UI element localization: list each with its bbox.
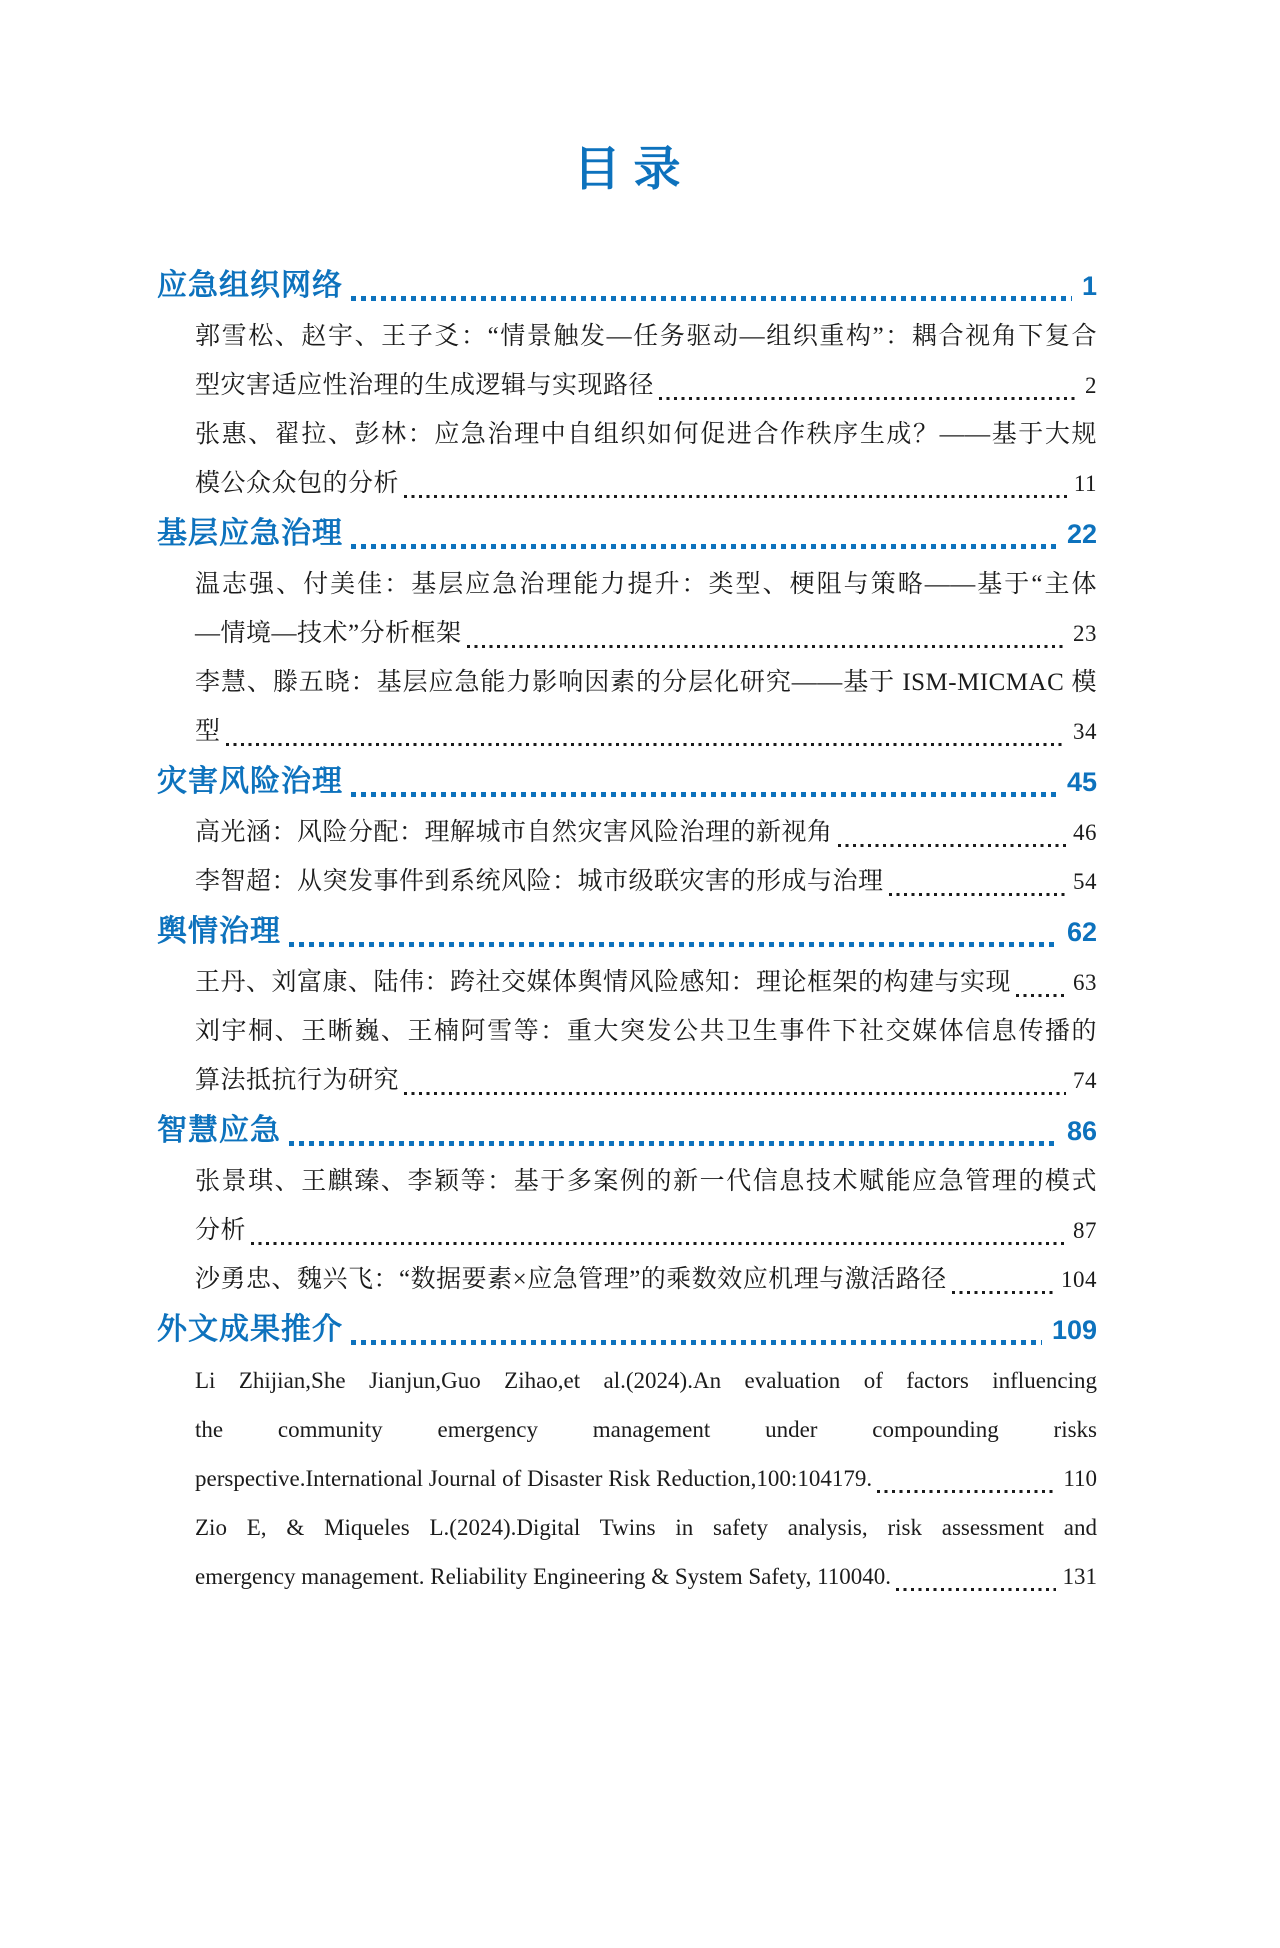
page-number: 23 <box>1073 621 1097 646</box>
page-number: 1 <box>1081 271 1097 301</box>
entry-title: 分析 <box>195 1217 247 1244</box>
toc-entry-row[interactable] <box>157 1454 1097 1503</box>
dot-leader <box>467 645 1066 648</box>
dot-leader <box>1016 994 1066 997</box>
dot-leader <box>952 1291 1054 1294</box>
page-title: 目 录 <box>573 142 681 195</box>
dot-leader <box>351 296 1072 301</box>
dot-leader <box>289 942 1057 947</box>
toc-section-row[interactable] <box>157 260 1097 312</box>
entry-title: perspective.International Journal of Disaster Risk Reduction,100:104179. <box>195 1466 873 1491</box>
dot-leader <box>838 844 1066 847</box>
entry-title: 高光涵：风险分配：理解城市自然灾害风险治理的新视角 <box>195 819 833 846</box>
section-title: 外文成果推介 <box>157 1313 343 1346</box>
toc-entry-line[interactable]: 李慧、滕五晓：基层应急能力影响因素的分层化研究——基于 ISM-MICMAC 模 <box>195 669 1097 696</box>
toc-entry-row[interactable] <box>157 361 1097 410</box>
section-title: 灾害风险治理 <box>157 765 343 798</box>
toc-entry-line[interactable]: 刘宇桐、王晰巍、王楠阿雪等：重大突发公共卫生事件下社交媒体信息传播的 <box>195 1018 1097 1045</box>
dot-leader <box>251 1242 1066 1245</box>
page-number: 45 <box>1066 767 1097 797</box>
dot-leader <box>226 743 1066 746</box>
entry-title: 李智超：从突发事件到系统风险：城市级联灾害的形成与治理 <box>195 868 884 895</box>
toc-section-row[interactable] <box>157 906 1097 958</box>
entry-title: 模公众众包的分析 <box>195 470 400 497</box>
toc-entry-row[interactable] <box>157 1056 1097 1105</box>
toc-entry-line[interactable]: 郭雪松、赵宇、王子爻：“情景触发—任务驱动—组织重构”：耦合视角下复合 <box>195 323 1097 350</box>
toc-entry-line[interactable]: 张景琪、王麒臻、李颖等：基于多案例的新一代信息技术赋能应急管理的模式 <box>195 1168 1097 1195</box>
page-number: 46 <box>1073 820 1097 845</box>
dot-leader <box>351 792 1057 797</box>
page-number: 131 <box>1062 1564 1097 1589</box>
document-page <box>0 138 1280 1641</box>
toc-entry-line[interactable]: the community emergency management under compounding risks <box>195 1417 1097 1442</box>
page-number: 2 <box>1085 373 1097 398</box>
toc-section-row[interactable] <box>157 1105 1097 1157</box>
toc-entry-line[interactable]: 张惠、翟拉、彭林：应急治理中自组织如何促进合作秩序生成？——基于大规 <box>195 421 1097 448</box>
toc-entry-line[interactable]: Zio E, & Miqueles L.(2024).Digital Twins in safety analysis, risk assessment and <box>195 1515 1097 1540</box>
toc-section-row[interactable] <box>157 756 1097 808</box>
page-number: 109 <box>1051 1315 1097 1345</box>
page-number: 22 <box>1066 519 1097 549</box>
toc-entry-row[interactable] <box>157 958 1097 1007</box>
dot-leader <box>659 397 1078 400</box>
toc <box>157 260 1097 1601</box>
page-number: 63 <box>1073 970 1097 995</box>
entry-title: 型 <box>195 718 221 745</box>
toc-entry-row[interactable] <box>157 1255 1097 1304</box>
section-title: 智慧应急 <box>157 1114 281 1147</box>
page-number: 110 <box>1063 1466 1097 1491</box>
toc-entry-row[interactable] <box>157 808 1097 857</box>
toc-entry-line[interactable]: 温志强、付美佳：基层应急治理能力提升：类型、梗阻与策略——基于“主体 <box>195 571 1097 598</box>
entry-title: 算法抵抗行为研究 <box>195 1067 400 1094</box>
page-number: 54 <box>1073 869 1097 894</box>
entry-title: 型灾害适应性治理的生成逻辑与实现路径 <box>195 372 655 399</box>
toc-entry-row[interactable] <box>157 857 1097 906</box>
dot-leader <box>896 1588 1055 1591</box>
page-number: 86 <box>1066 1116 1097 1146</box>
entry-title: emergency management. Reliability Engineering & System Safety, 110040. <box>195 1564 892 1589</box>
page-number: 62 <box>1066 917 1097 947</box>
toc-entry-row[interactable] <box>157 707 1097 756</box>
toc-entry-row[interactable] <box>157 459 1097 508</box>
dot-leader <box>351 1340 1042 1345</box>
dot-leader <box>289 1141 1057 1146</box>
dot-leader <box>351 544 1057 549</box>
page-number: 104 <box>1061 1267 1097 1292</box>
toc-section-row[interactable] <box>157 1304 1097 1356</box>
section-title: 舆情治理 <box>157 915 281 948</box>
entry-title: 沙勇忠、魏兴飞：“数据要素×应急管理”的乘数效应机理与激活路径 <box>195 1266 947 1293</box>
dot-leader <box>404 1092 1066 1095</box>
dot-leader <box>877 1490 1056 1493</box>
section-title: 基层应急治理 <box>157 517 343 550</box>
toc-section-row[interactable] <box>157 508 1097 560</box>
page-number: 11 <box>1073 471 1097 496</box>
page-number: 74 <box>1073 1068 1097 1093</box>
toc-entry-row[interactable] <box>157 609 1097 658</box>
toc-entry-row[interactable] <box>157 1552 1097 1601</box>
page-number: 34 <box>1073 719 1097 744</box>
dot-leader <box>889 893 1066 896</box>
section-title: 应急组织网络 <box>157 269 343 302</box>
page-number: 87 <box>1073 1218 1097 1243</box>
entry-title: —情境—技术”分析框架 <box>195 620 462 647</box>
toc-entry-line[interactable]: Li Zhijian,She Jianjun,Guo Zihao,et al.(2024).An evaluation of factors influencing <box>195 1368 1097 1393</box>
toc-entry-row[interactable] <box>157 1206 1097 1255</box>
dot-leader <box>404 495 1067 498</box>
entry-title: 王丹、刘富康、陆伟：跨社交媒体舆情风险感知：理论框架的构建与实现 <box>195 969 1012 996</box>
